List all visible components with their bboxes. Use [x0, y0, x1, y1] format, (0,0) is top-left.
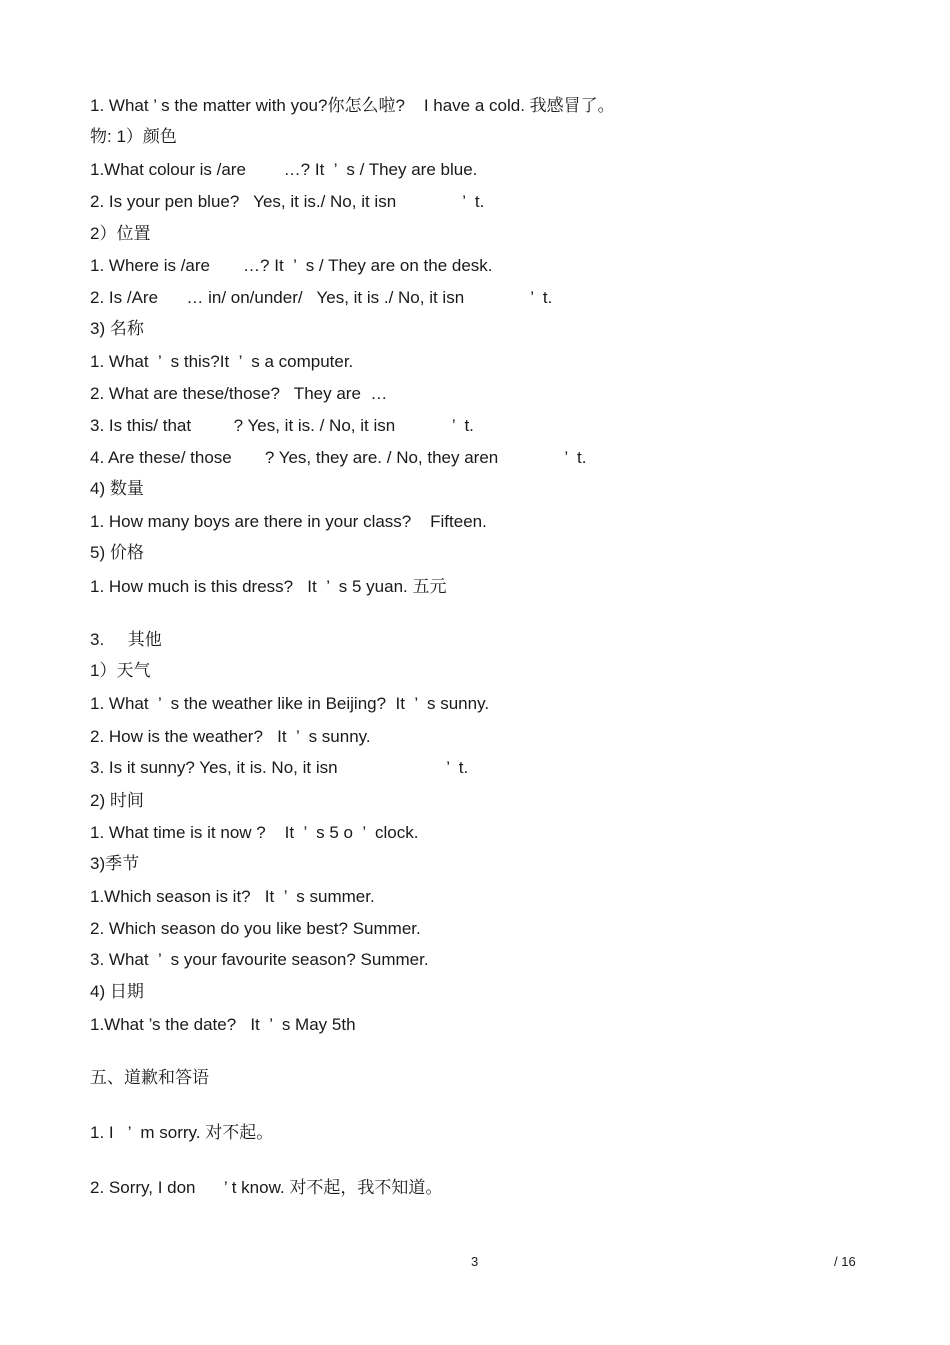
- text-line: 1. What time is it now ? It ’ s 5 o ’ clock.: [90, 823, 419, 842]
- text-line: 1. What ’ s the matter with you?你怎么啦? I have a cold. 我感冒了。: [90, 96, 615, 115]
- text-line: 2. Which season do you like best? Summer.: [90, 919, 421, 938]
- text-line: 1. What ’ s this?It ’ s a computer.: [90, 352, 354, 371]
- text-line: 1. Where is /are …? It ’ s / They are on the desk.: [90, 256, 493, 275]
- text-line: 1.What colour is /are …? It ’ s / They are blue.: [90, 160, 478, 179]
- page-total: / 16: [834, 1254, 856, 1269]
- text-line: 3. What ’ s your favourite season? Summer.: [90, 950, 429, 969]
- text-line: 3. Is this/ that ? Yes, it is. / No, it isn ’ t.: [90, 416, 474, 435]
- text-line: 1.What ’s the date? It ’ s May 5th: [90, 1015, 356, 1034]
- text-line: 2. Is /Are … in/ on/under/ Yes, it is ./ No, it isn ’ t.: [90, 288, 553, 307]
- section-heading: 3. 其他: [90, 630, 162, 649]
- text-line: 2. Is your pen blue? Yes, it is./ No, it isn ’ t.: [90, 192, 485, 211]
- text-line: 2. Sorry, I don ’ t know. 对不起，我不知道。: [90, 1178, 443, 1197]
- section-heading: 五、道歉和答语: [90, 1068, 209, 1087]
- text-line: 3) 名称: [90, 319, 144, 338]
- text-line: 2) 时间: [90, 791, 144, 810]
- text-line: 物: 1）颜色: [90, 127, 177, 146]
- text-line: 2. What are these/those? They are …: [90, 384, 388, 403]
- text-line: 3. Is it sunny? Yes, it is. No, it isn ’ t.: [90, 758, 469, 777]
- text-line: 1. How much is this dress? It ’ s 5 yuan. 五元: [90, 577, 447, 596]
- text-line: 4) 数量: [90, 479, 144, 498]
- text-line: 4) 日期: [90, 982, 144, 1001]
- text-line: 1.Which season is it? It ’ s summer.: [90, 887, 375, 906]
- text-line: 2）位置: [90, 224, 151, 243]
- text-line: 3)季节: [90, 854, 140, 873]
- text-line: 1. I ’ m sorry. 对不起。: [90, 1123, 274, 1142]
- text-line: 1）天气: [90, 661, 151, 680]
- text-line: 1. What ’ s the weather like in Beijing? It ’ s sunny.: [90, 694, 490, 713]
- text-line: 4. Are these/ those ? Yes, they are. / No, they aren ’ t.: [90, 448, 587, 467]
- page-number: 3: [471, 1254, 479, 1269]
- text-line: 5) 价格: [90, 543, 144, 562]
- text-line: 1. How many boys are there in your class? Fifteen.: [90, 512, 487, 531]
- text-line: 2. How is the weather? It ’ s sunny.: [90, 727, 371, 746]
